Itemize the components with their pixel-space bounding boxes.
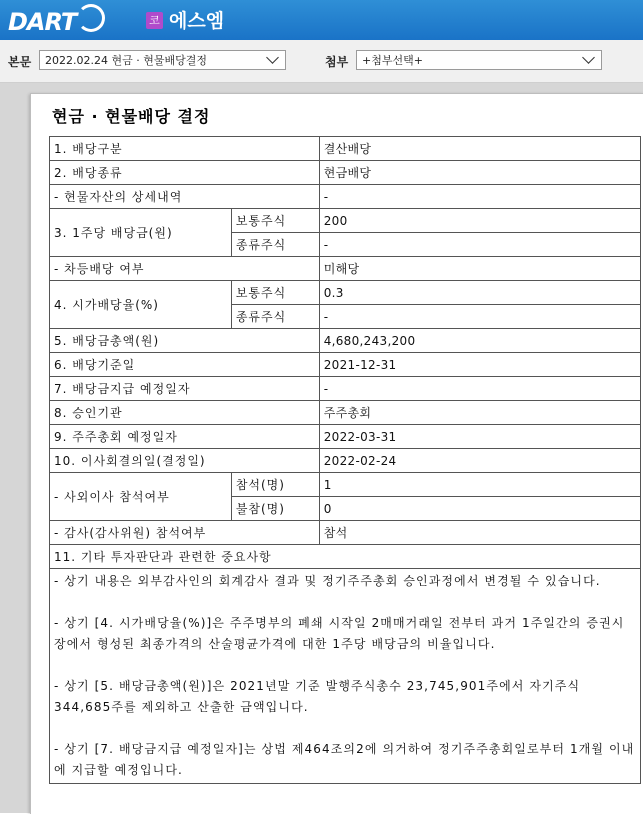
row-label: 7. 배당금지급 예정일자 xyxy=(50,377,320,401)
row-value: 2021-12-31 xyxy=(319,353,640,377)
table-row xyxy=(50,473,641,497)
row-value: 현금배당 xyxy=(319,161,640,185)
table-row xyxy=(50,377,641,401)
dividend-table xyxy=(49,136,641,784)
table-row xyxy=(50,569,641,784)
row-value: 참석 xyxy=(319,521,640,545)
row-value: 0.3 xyxy=(319,281,640,305)
document-viewer[interactable] xyxy=(0,83,643,813)
table-row xyxy=(50,329,641,353)
row-label: 11. 기타 투자판단과 관련한 중요사항 xyxy=(50,545,641,569)
row-label: 6. 배당기준일 xyxy=(50,353,320,377)
row-sublabel: 보통주식 xyxy=(231,281,319,305)
note-paragraph: - 상기 [7. 배당금지급 예정일자]는 상법 제464조의2에 의거하여 정기주주총회일로부터 1개월 이내에 지급할 예정입니다. xyxy=(54,742,635,777)
table-row xyxy=(50,185,641,209)
body-select[interactable] xyxy=(39,50,286,70)
table-row xyxy=(50,137,641,161)
document-title: 현금 · 현물배당 결정 xyxy=(52,107,211,126)
table-row xyxy=(50,281,641,305)
table-row xyxy=(50,209,641,233)
row-label: 10. 이사회결의일(결정일) xyxy=(50,449,320,473)
document-page xyxy=(30,93,643,814)
row-value: 결산배당 xyxy=(319,137,640,161)
row-value: 200 xyxy=(319,209,640,233)
market-badge: 코 xyxy=(146,12,163,29)
attach-select-label: 첨부 xyxy=(325,55,349,69)
row-value: 미해당 xyxy=(319,257,640,281)
row-value: - xyxy=(319,305,640,329)
company-title xyxy=(146,6,224,33)
row-value: 0 xyxy=(319,497,640,521)
row-value: 2022-03-31 xyxy=(319,425,640,449)
row-label: - 사외이사 참석여부 xyxy=(50,473,232,521)
table-row xyxy=(50,425,641,449)
row-label: 1. 배당구분 xyxy=(50,137,320,161)
row-value: 2022-02-24 xyxy=(319,449,640,473)
row-sublabel: 불참(명) xyxy=(231,497,319,521)
row-sublabel: 보통주식 xyxy=(231,209,319,233)
top-header xyxy=(0,0,643,40)
logo-text: DART xyxy=(8,8,77,36)
logo-arc-icon xyxy=(77,4,105,32)
table-row xyxy=(50,257,641,281)
table-row xyxy=(50,161,641,185)
note-paragraph: - 상기 [4. 시가배당율(%)]은 주주명부의 폐쇄 시작일 2매매거래일 전부터 과거 1주일간의 증권시장에서 형성된 최종가격의 산술평균가격에 대한 1주당 배당금의 비율입니다. xyxy=(54,616,625,651)
row-label: - 현물자산의 상세내역 xyxy=(50,185,320,209)
note-paragraph: - 상기 [5. 배당금총액(원)]은 2021년말 기준 발행주식총수 23,745,901주에서 자기주식 344,685주를 제외하고 산출한 금액입니다. xyxy=(54,679,581,714)
row-label: 8. 승인기관 xyxy=(50,401,320,425)
row-label: 3. 1주당 배당금(원) xyxy=(50,209,232,257)
notes-cell xyxy=(50,569,641,784)
body-select-label: 본문 xyxy=(8,55,32,69)
row-sublabel: 종류주식 xyxy=(231,305,319,329)
row-value: - xyxy=(319,233,640,257)
company-name: 에스엠 xyxy=(169,10,225,32)
attach-select[interactable] xyxy=(356,50,602,70)
row-label: 2. 배당종류 xyxy=(50,161,320,185)
dart-logo[interactable] xyxy=(8,4,105,36)
body-select-value: 2022.02.24 현금 · 현물배당결정 xyxy=(45,54,207,67)
table-row xyxy=(50,449,641,473)
note-paragraph: - 상기 내용은 외부감사인의 회계감사 결과 및 정기주주총회 승인과정에서 변경될 수 있습니다. xyxy=(54,574,601,588)
row-value: 주주총회 xyxy=(319,401,640,425)
table-row xyxy=(50,353,641,377)
row-sublabel: 참석(명) xyxy=(231,473,319,497)
chevron-down-icon xyxy=(266,51,279,64)
table-row xyxy=(50,401,641,425)
row-label: 4. 시가배당율(%) xyxy=(50,281,232,329)
row-value: 1 xyxy=(319,473,640,497)
row-label: - 감사(감사위원) 참석여부 xyxy=(50,521,320,545)
row-value: - xyxy=(319,185,640,209)
chevron-down-icon xyxy=(582,51,595,64)
table-row xyxy=(50,521,641,545)
row-label: - 차등배당 여부 xyxy=(50,257,320,281)
row-value: 4,680,243,200 xyxy=(319,329,640,353)
selector-bar xyxy=(0,40,643,83)
attach-select-value: +첨부선택+ xyxy=(362,54,423,67)
row-sublabel: 종류주식 xyxy=(231,233,319,257)
row-label: 9. 주주총회 예정일자 xyxy=(50,425,320,449)
row-value: - xyxy=(319,377,640,401)
row-label: 5. 배당금총액(원) xyxy=(50,329,320,353)
table-row xyxy=(50,545,641,569)
